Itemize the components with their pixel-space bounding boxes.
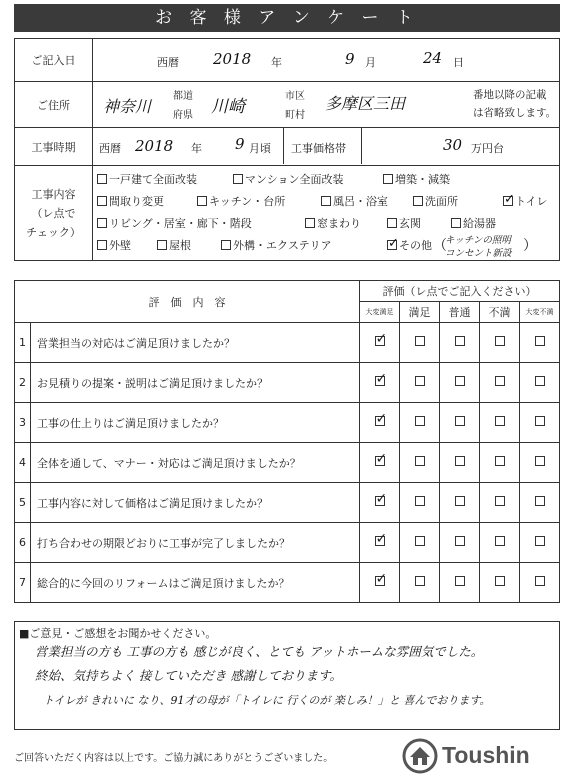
col-very-satisfied: 大変満足 <box>360 302 400 323</box>
other-note-line1[interactable]: キッチンの照明 <box>445 235 511 246</box>
date-era: 西暦 <box>157 56 179 69</box>
work-content-label-line3: チェック） <box>26 225 81 239</box>
rating-cell-very-dissatisfied[interactable] <box>520 483 560 523</box>
period-price-cell <box>93 128 560 166</box>
prefecture-unit-bottom: 府県 <box>173 110 193 121</box>
price-divider-left <box>283 128 284 164</box>
question-number: 5 <box>15 483 31 523</box>
city-value[interactable]: 川崎 <box>211 97 245 117</box>
rating-cell-dissatisfied[interactable] <box>480 563 520 603</box>
date-label: ご記入日 <box>15 39 93 82</box>
option-washroom[interactable]: 洗面所 <box>413 193 458 209</box>
rating-checkbox[interactable] <box>495 416 505 426</box>
rating-checkbox[interactable] <box>415 576 425 586</box>
option-layout[interactable]: 間取り変更 <box>97 193 164 209</box>
option-living[interactable]: リビング・居室・廊下・階段 <box>97 215 252 231</box>
evaluation-table <box>14 280 560 603</box>
checkbox-4[interactable] <box>197 196 207 206</box>
survey-title: お 客 様 ア ン ケ ー ト <box>14 4 560 32</box>
question-number: 1 <box>15 323 31 363</box>
rating-checkbox[interactable] <box>455 536 465 546</box>
address-cell <box>93 82 560 128</box>
question-number: 6 <box>15 523 31 563</box>
evaluation-header-right: 評価（レ点でご記入ください） <box>360 281 560 302</box>
rating-cell-very-satisfied[interactable] <box>360 363 400 403</box>
option-full-house[interactable]: 一戸建て全面改装 <box>97 171 197 187</box>
question-number: 7 <box>15 563 31 603</box>
rating-checkbox[interactable] <box>495 496 505 506</box>
period-label: 工事時期 <box>15 128 93 166</box>
city-unit-top: 市区 <box>285 91 305 102</box>
option-other[interactable]: ✓ その他 <box>387 237 432 253</box>
checkbox-10[interactable] <box>387 218 397 228</box>
rating-cell-neutral[interactable] <box>440 323 480 363</box>
rating-cell-very-dissatisfied[interactable] <box>520 363 560 403</box>
rating-cell-very-satisfied[interactable] <box>360 483 400 523</box>
period-month-unit: 月頃 <box>249 142 271 155</box>
work-content-label-line2: （レ点で <box>31 206 76 220</box>
customer-info-table <box>14 38 560 261</box>
rating-cell-dissatisfied[interactable] <box>480 443 520 483</box>
rating-cell-satisfied[interactable] <box>400 403 440 443</box>
price-unit: 万円台 <box>471 142 504 155</box>
rating-checkbox[interactable] <box>375 496 385 506</box>
period-year-value[interactable]: 2018 <box>135 137 174 155</box>
option-windows[interactable]: 窓まわり <box>305 215 361 231</box>
price-divider-right <box>361 128 362 164</box>
rating-checkbox[interactable] <box>535 496 545 506</box>
rating-checkbox[interactable] <box>455 576 465 586</box>
question-text: お見積りの提案・説明はご満足頂けましたか？ <box>31 363 360 403</box>
rating-cell-satisfied[interactable] <box>400 323 440 363</box>
rating-checkbox[interactable] <box>495 376 505 386</box>
col-very-dissatisfied: 大変不満 <box>520 302 560 323</box>
rating-checkbox[interactable] <box>535 336 545 346</box>
rating-checkbox[interactable] <box>375 376 385 386</box>
address-label: ご住所 <box>15 82 93 128</box>
checkbox-9[interactable] <box>305 218 315 228</box>
rating-cell-dissatisfied[interactable] <box>480 523 520 563</box>
other-paren-close: ） <box>523 238 537 254</box>
rating-checkbox[interactable] <box>535 416 545 426</box>
checkbox-3[interactable] <box>97 196 107 206</box>
checkbox-1[interactable] <box>233 174 243 184</box>
rating-cell-satisfied[interactable] <box>400 443 440 483</box>
rating-cell-dissatisfied[interactable] <box>480 363 520 403</box>
question-number: 4 <box>15 443 31 483</box>
rating-checkbox[interactable] <box>375 336 385 346</box>
evaluation-header-left: 評 価 内 容 <box>15 281 360 323</box>
rating-cell-very-satisfied[interactable] <box>360 443 400 483</box>
question-row <box>15 523 560 563</box>
question-text: 打ち合わせの期限どおりに工事が完了しましたか？ <box>31 523 360 563</box>
col-dissatisfied: 不満 <box>480 302 520 323</box>
question-row <box>15 563 560 603</box>
question-number: 3 <box>15 403 31 443</box>
rating-checkbox[interactable] <box>415 376 425 386</box>
rating-checkbox[interactable] <box>415 416 425 426</box>
option-full-mansion[interactable]: マンション全面改装 <box>233 171 344 187</box>
checkbox-13[interactable] <box>157 240 167 250</box>
rating-checkbox[interactable] <box>375 416 385 426</box>
rating-cell-satisfied[interactable] <box>400 563 440 603</box>
footer-thanks: ご回答いただく内容は以上です。ご協力誠にありがとうございました。 <box>14 753 334 764</box>
checkbox-5[interactable] <box>321 196 331 206</box>
checkbox-0[interactable] <box>97 174 107 184</box>
rating-cell-very-dissatisfied[interactable] <box>520 403 560 443</box>
rating-checkbox[interactable] <box>455 456 465 466</box>
date-day-value[interactable]: 24 <box>423 49 443 67</box>
prefecture-value[interactable]: 神奈川 <box>103 97 152 116</box>
question-number: 2 <box>15 363 31 403</box>
rating-cell-very-dissatisfied[interactable] <box>520 523 560 563</box>
col-neutral: 普通 <box>440 302 480 323</box>
option-entrance[interactable]: 玄関 <box>387 215 421 231</box>
evaluation-rows <box>15 323 560 603</box>
period-month-value[interactable]: 9 <box>235 135 245 153</box>
checkbox-8[interactable] <box>97 218 107 228</box>
logo-text: Toushin <box>442 742 530 768</box>
checkbox-6[interactable] <box>413 196 423 206</box>
rating-cell-very-satisfied[interactable] <box>360 523 400 563</box>
other-paren-open: （ <box>433 238 447 254</box>
rating-checkbox[interactable] <box>535 536 545 546</box>
rating-cell-satisfied[interactable] <box>400 363 440 403</box>
rating-checkbox[interactable] <box>535 376 545 386</box>
price-value[interactable]: 30 <box>443 136 463 154</box>
rating-cell-neutral[interactable] <box>440 523 480 563</box>
address-note-line1: 番地以降の記載 <box>473 89 547 101</box>
rating-cell-neutral[interactable] <box>440 403 480 443</box>
rating-cell-very-satisfied[interactable] <box>360 563 400 603</box>
toushin-logo <box>402 738 562 774</box>
prefecture-unit-top: 都道 <box>173 91 193 102</box>
checkbox-14[interactable] <box>221 240 231 250</box>
date-year-value[interactable]: 2018 <box>213 50 252 68</box>
rating-cell-dissatisfied[interactable] <box>480 483 520 523</box>
price-label: 工事価格帯 <box>291 142 346 155</box>
question-row <box>15 403 560 443</box>
question-row <box>15 483 560 523</box>
period-era: 西暦 <box>99 142 121 155</box>
checkbox-12[interactable] <box>97 240 107 250</box>
rating-cell-neutral[interactable] <box>440 363 480 403</box>
rating-checkbox[interactable] <box>375 576 385 586</box>
rating-checkbox[interactable] <box>455 416 465 426</box>
rating-checkbox[interactable] <box>495 576 505 586</box>
comment-line-3[interactable]: トイレが きれいに なり、91才の母が「トイレに 行くのが 楽しみ！」と 喜んでおります。 <box>43 694 491 707</box>
question-text: 工事の仕上りはご満足頂けましたか？ <box>31 403 360 443</box>
comment-line-1[interactable]: 営業担当の方も 工事の方も 感じが良く、とても アットホームな雰囲気でした。 <box>35 644 484 659</box>
rating-checkbox[interactable] <box>415 496 425 506</box>
question-row <box>15 363 560 403</box>
period-year-unit: 年 <box>191 142 202 155</box>
rating-checkbox[interactable] <box>455 336 465 346</box>
col-satisfied: 満足 <box>400 302 440 323</box>
rating-cell-neutral[interactable] <box>440 443 480 483</box>
rating-checkbox[interactable] <box>495 336 505 346</box>
address-note-line2: は省略致します。 <box>473 107 557 119</box>
rating-checkbox[interactable] <box>375 536 385 546</box>
rating-checkbox[interactable] <box>495 536 505 546</box>
rating-checkbox[interactable] <box>415 536 425 546</box>
city-unit-bottom: 町村 <box>285 110 305 121</box>
checkbox-15[interactable] <box>387 240 397 250</box>
date-year-unit: 年 <box>271 56 282 69</box>
option-water-heater[interactable]: 給湯器 <box>451 215 496 231</box>
question-text: 営業担当の対応はご満足頂けましたか？ <box>31 323 360 363</box>
option-toilet[interactable]: ✓ トイレ <box>503 193 547 209</box>
work-content-options <box>93 166 560 261</box>
comments-heading: ■ご意見・ご感想をお聞かせください。 <box>19 627 217 640</box>
work-content-label-line1: 工事内容 <box>31 187 76 201</box>
rating-cell-satisfied[interactable] <box>400 483 440 523</box>
option-exterior[interactable]: 外構・エクステリア <box>221 237 332 253</box>
rating-cell-dissatisfied[interactable] <box>480 323 520 363</box>
question-row <box>15 323 560 363</box>
date-cell <box>93 39 560 82</box>
rating-checkbox[interactable] <box>415 336 425 346</box>
question-row <box>15 443 560 483</box>
option-extension[interactable]: 増築・減築 <box>383 171 450 187</box>
date-month-unit: 月 <box>365 56 376 69</box>
date-month-value[interactable]: 9 <box>345 50 355 68</box>
option-roof[interactable]: 屋根 <box>157 237 191 253</box>
checkbox-7[interactable] <box>503 196 513 206</box>
rating-checkbox[interactable] <box>415 456 425 466</box>
rating-checkbox[interactable] <box>535 576 545 586</box>
house-logo-icon <box>402 738 438 774</box>
rating-cell-very-dissatisfied[interactable] <box>520 323 560 363</box>
rating-checkbox[interactable] <box>535 456 545 466</box>
option-exterior-wall[interactable]: 外壁 <box>97 237 131 253</box>
rating-checkbox[interactable] <box>495 456 505 466</box>
rating-cell-neutral[interactable] <box>440 483 480 523</box>
work-content-label <box>15 166 93 261</box>
option-bath[interactable]: 風呂・浴室 <box>321 193 388 209</box>
rating-cell-dissatisfied[interactable] <box>480 403 520 443</box>
rating-checkbox[interactable] <box>455 376 465 386</box>
other-note-line2[interactable]: コンセント新設 <box>445 248 512 259</box>
checkbox-11[interactable] <box>451 218 461 228</box>
rating-cell-satisfied[interactable] <box>400 523 440 563</box>
comment-line-2[interactable]: 終始、気持ちよく 接していただき 感謝しております。 <box>35 668 342 683</box>
rating-cell-very-dissatisfied[interactable] <box>520 443 560 483</box>
option-kitchen[interactable]: キッチン・台所 <box>197 193 285 209</box>
rating-cell-very-satisfied[interactable] <box>360 403 400 443</box>
checkbox-2[interactable] <box>383 174 393 184</box>
rating-cell-neutral[interactable] <box>440 563 480 603</box>
comments-box[interactable] <box>14 621 560 730</box>
town-value[interactable]: 多摩区三田 <box>325 94 406 113</box>
question-text: 工事内容に対して価格はご満足頂けましたか？ <box>31 483 360 523</box>
rating-cell-very-dissatisfied[interactable] <box>520 563 560 603</box>
rating-cell-very-satisfied[interactable] <box>360 323 400 363</box>
question-text: 全体を通して、マナー・対応はご満足頂けましたか？ <box>31 443 360 483</box>
rating-checkbox[interactable] <box>455 496 465 506</box>
date-day-unit: 日 <box>453 56 464 69</box>
rating-checkbox[interactable] <box>375 456 385 466</box>
question-text: 総合的に今回のリフォームはご満足頂けましたか？ <box>31 563 360 603</box>
